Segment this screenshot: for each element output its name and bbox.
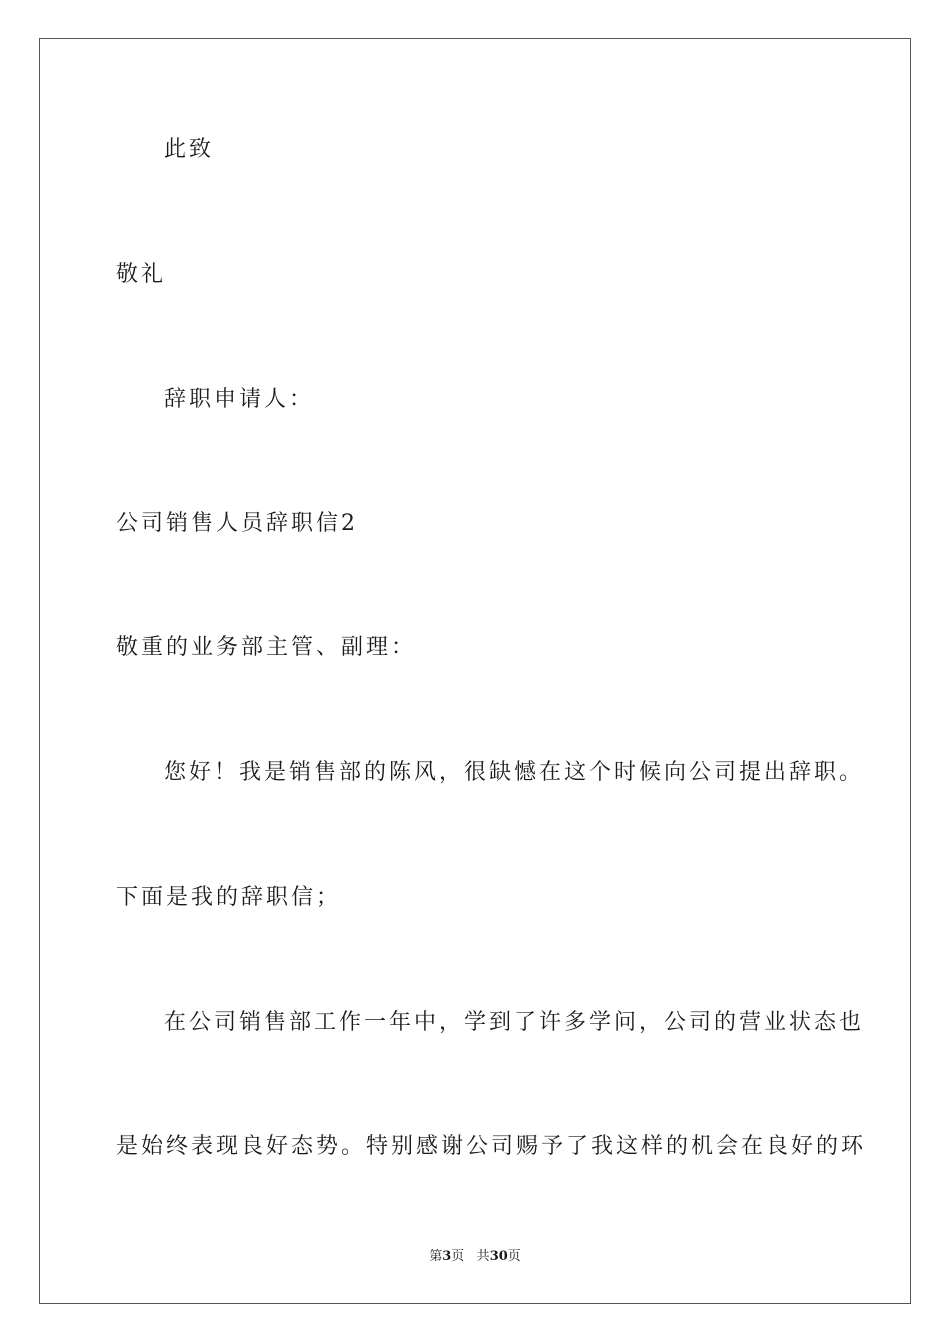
closing-line: 此致 [164,137,215,162]
page-prefix: 第 [429,1249,443,1264]
body-paragraph-1-continued: 下面是我的辞职信； [116,885,342,910]
total-prefix: 共 [476,1249,490,1264]
page-number: 3 [442,1249,452,1264]
page-suffix: 页 [451,1249,465,1264]
total-suffix: 页 [507,1249,521,1264]
page-footer [0,1249,950,1265]
salutation-line: 敬礼 [116,262,167,287]
body-paragraph-1: 您好！我是销售部的陈风，很缺憾在这个时候向公司提出辞职。 [164,760,865,785]
body-paragraph-2-continued: 是始终表现良好态势。特别感谢公司赐予了我这样的机会在良好的环 [116,1134,867,1159]
body-paragraph-2: 在公司销售部工作一年中，学到了许多学问，公司的营业状态也 [164,1010,865,1035]
page-border [39,38,911,1304]
letter-title: 公司销售人员辞职信2 [116,511,358,536]
applicant-line: 辞职申请人： [164,387,315,412]
total-pages: 30 [489,1249,508,1264]
greeting-line: 敬重的业务部主管、副理： [116,635,417,660]
